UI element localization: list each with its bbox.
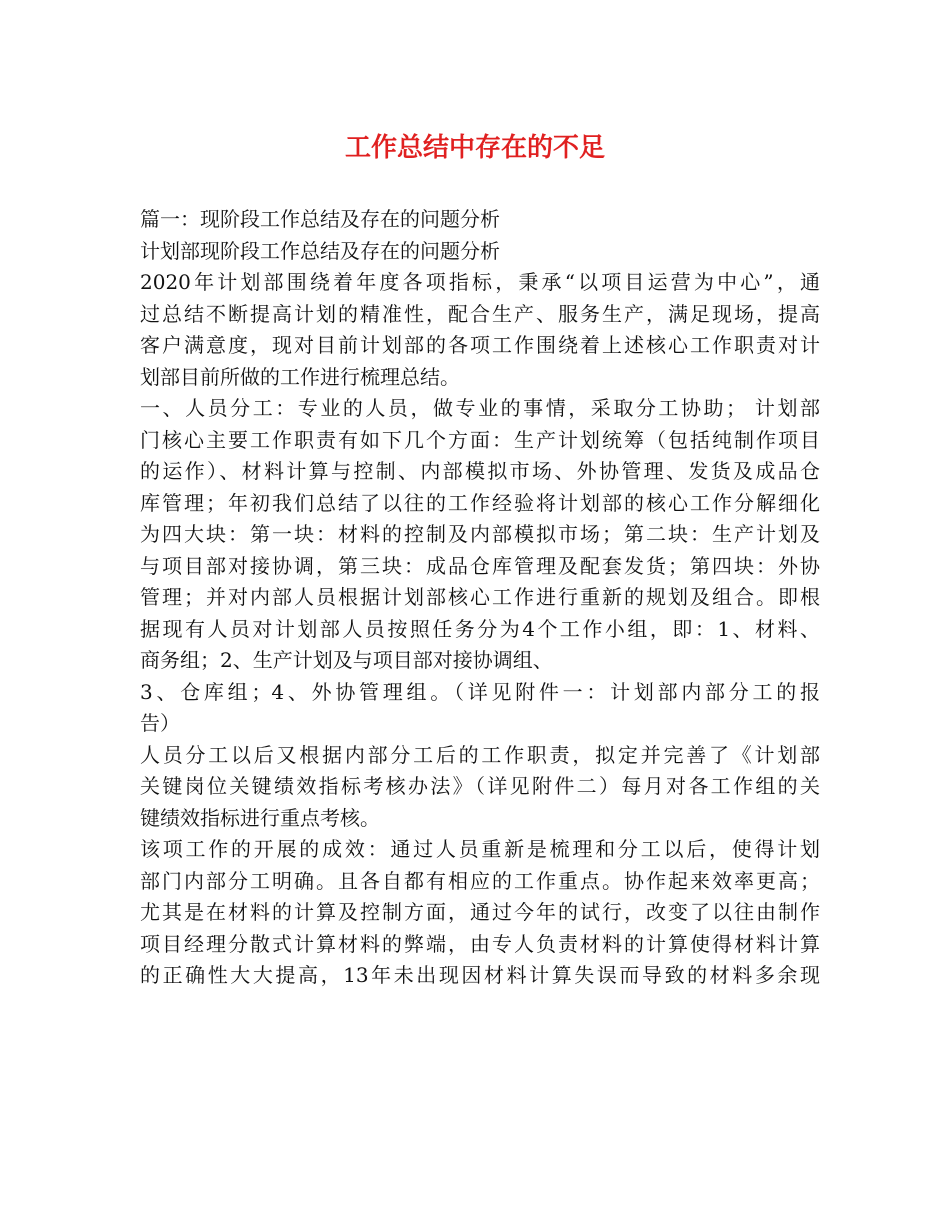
text-line: 商务组；2、生产计划及与项目部对接协调组、 [140,648,553,672]
text-line: 据现有人员对计划部人员按照任务分为4个工作小组，即：1、材料、 [140,616,820,641]
text-line: 人员分工以后又根据内部分工后的工作职责，拟定并完善了《计划部 [140,742,820,767]
text-line: 告） [140,711,180,735]
text-line: 为四大块：第一块：材料的控制及内部模拟市场；第二块：生产计划及 [140,522,820,546]
document-body [140,204,820,992]
text-line: 键绩效指标进行重点考核。 [140,805,380,830]
text-line: 的运作）、材料计算与控制、内部模拟市场、外协管理、发货及成品仓 [140,459,820,483]
text-line: 的正确性大大提高，13年未出现因材料计算失误而导致的材料多余现 [140,963,820,987]
text-line: 与项目部对接协调，第三块：成品仓库管理及配套发货；第四块：外协 [140,553,820,578]
text-line: 篇一：现阶段工作总结及存在的问题分析 [140,207,500,231]
text-line: 客户满意度，现对目前计划部的各项工作围绕着上述核心工作职责对计 [140,333,820,357]
text-line: 门核心主要工作职责有如下几个方面：生产计划统筹（包括纯制作项目 [140,427,820,452]
text-line: 2020年计划部围绕着年度各项指标，秉承“以项目运营为中心”，通 [140,270,820,294]
text-line: 一、人员分工：专业的人员，做专业的事情，采取分工协助； 计划部 [140,396,820,420]
text-line: 项目经理分散式计算材料的弊端，由专人负责材料的计算使得材料计算 [140,931,820,956]
text-line: 划部目前所做的工作进行梳理总结。 [140,364,460,389]
text-line: 管理；并对内部人员根据计划部核心工作进行重新的规划及组合。即根 [140,585,820,609]
text-line: 部门内部分工明确。且各自都有相应的工作重点。协作起来效率更高； [140,868,820,893]
text-line: 该项工作的开展的成效：通过人员重新是梳理和分工以后，使得计划 [140,837,820,861]
text-line: 关键岗位关键绩效指标考核办法》（详见附件二）每月对各工作组的关 [140,774,820,798]
text-line: 库管理；年初我们总结了以往的工作经验将计划部的核心工作分解细化 [140,490,820,515]
text-line: 过总结不断提高计划的精准性，配合生产、服务生产，满足现场，提高 [140,301,820,326]
text-line: 3、仓库组；4、外协管理组。（详见附件一：计划部内部分工的报 [140,679,820,704]
text-line: 尤其是在材料的计算及控制方面，通过今年的试行，改变了以往由制作 [140,900,820,924]
text-line: 计划部现阶段工作总结及存在的问题分析 [140,238,500,263]
document-title: 工作总结中存在的不足 [344,133,605,163]
